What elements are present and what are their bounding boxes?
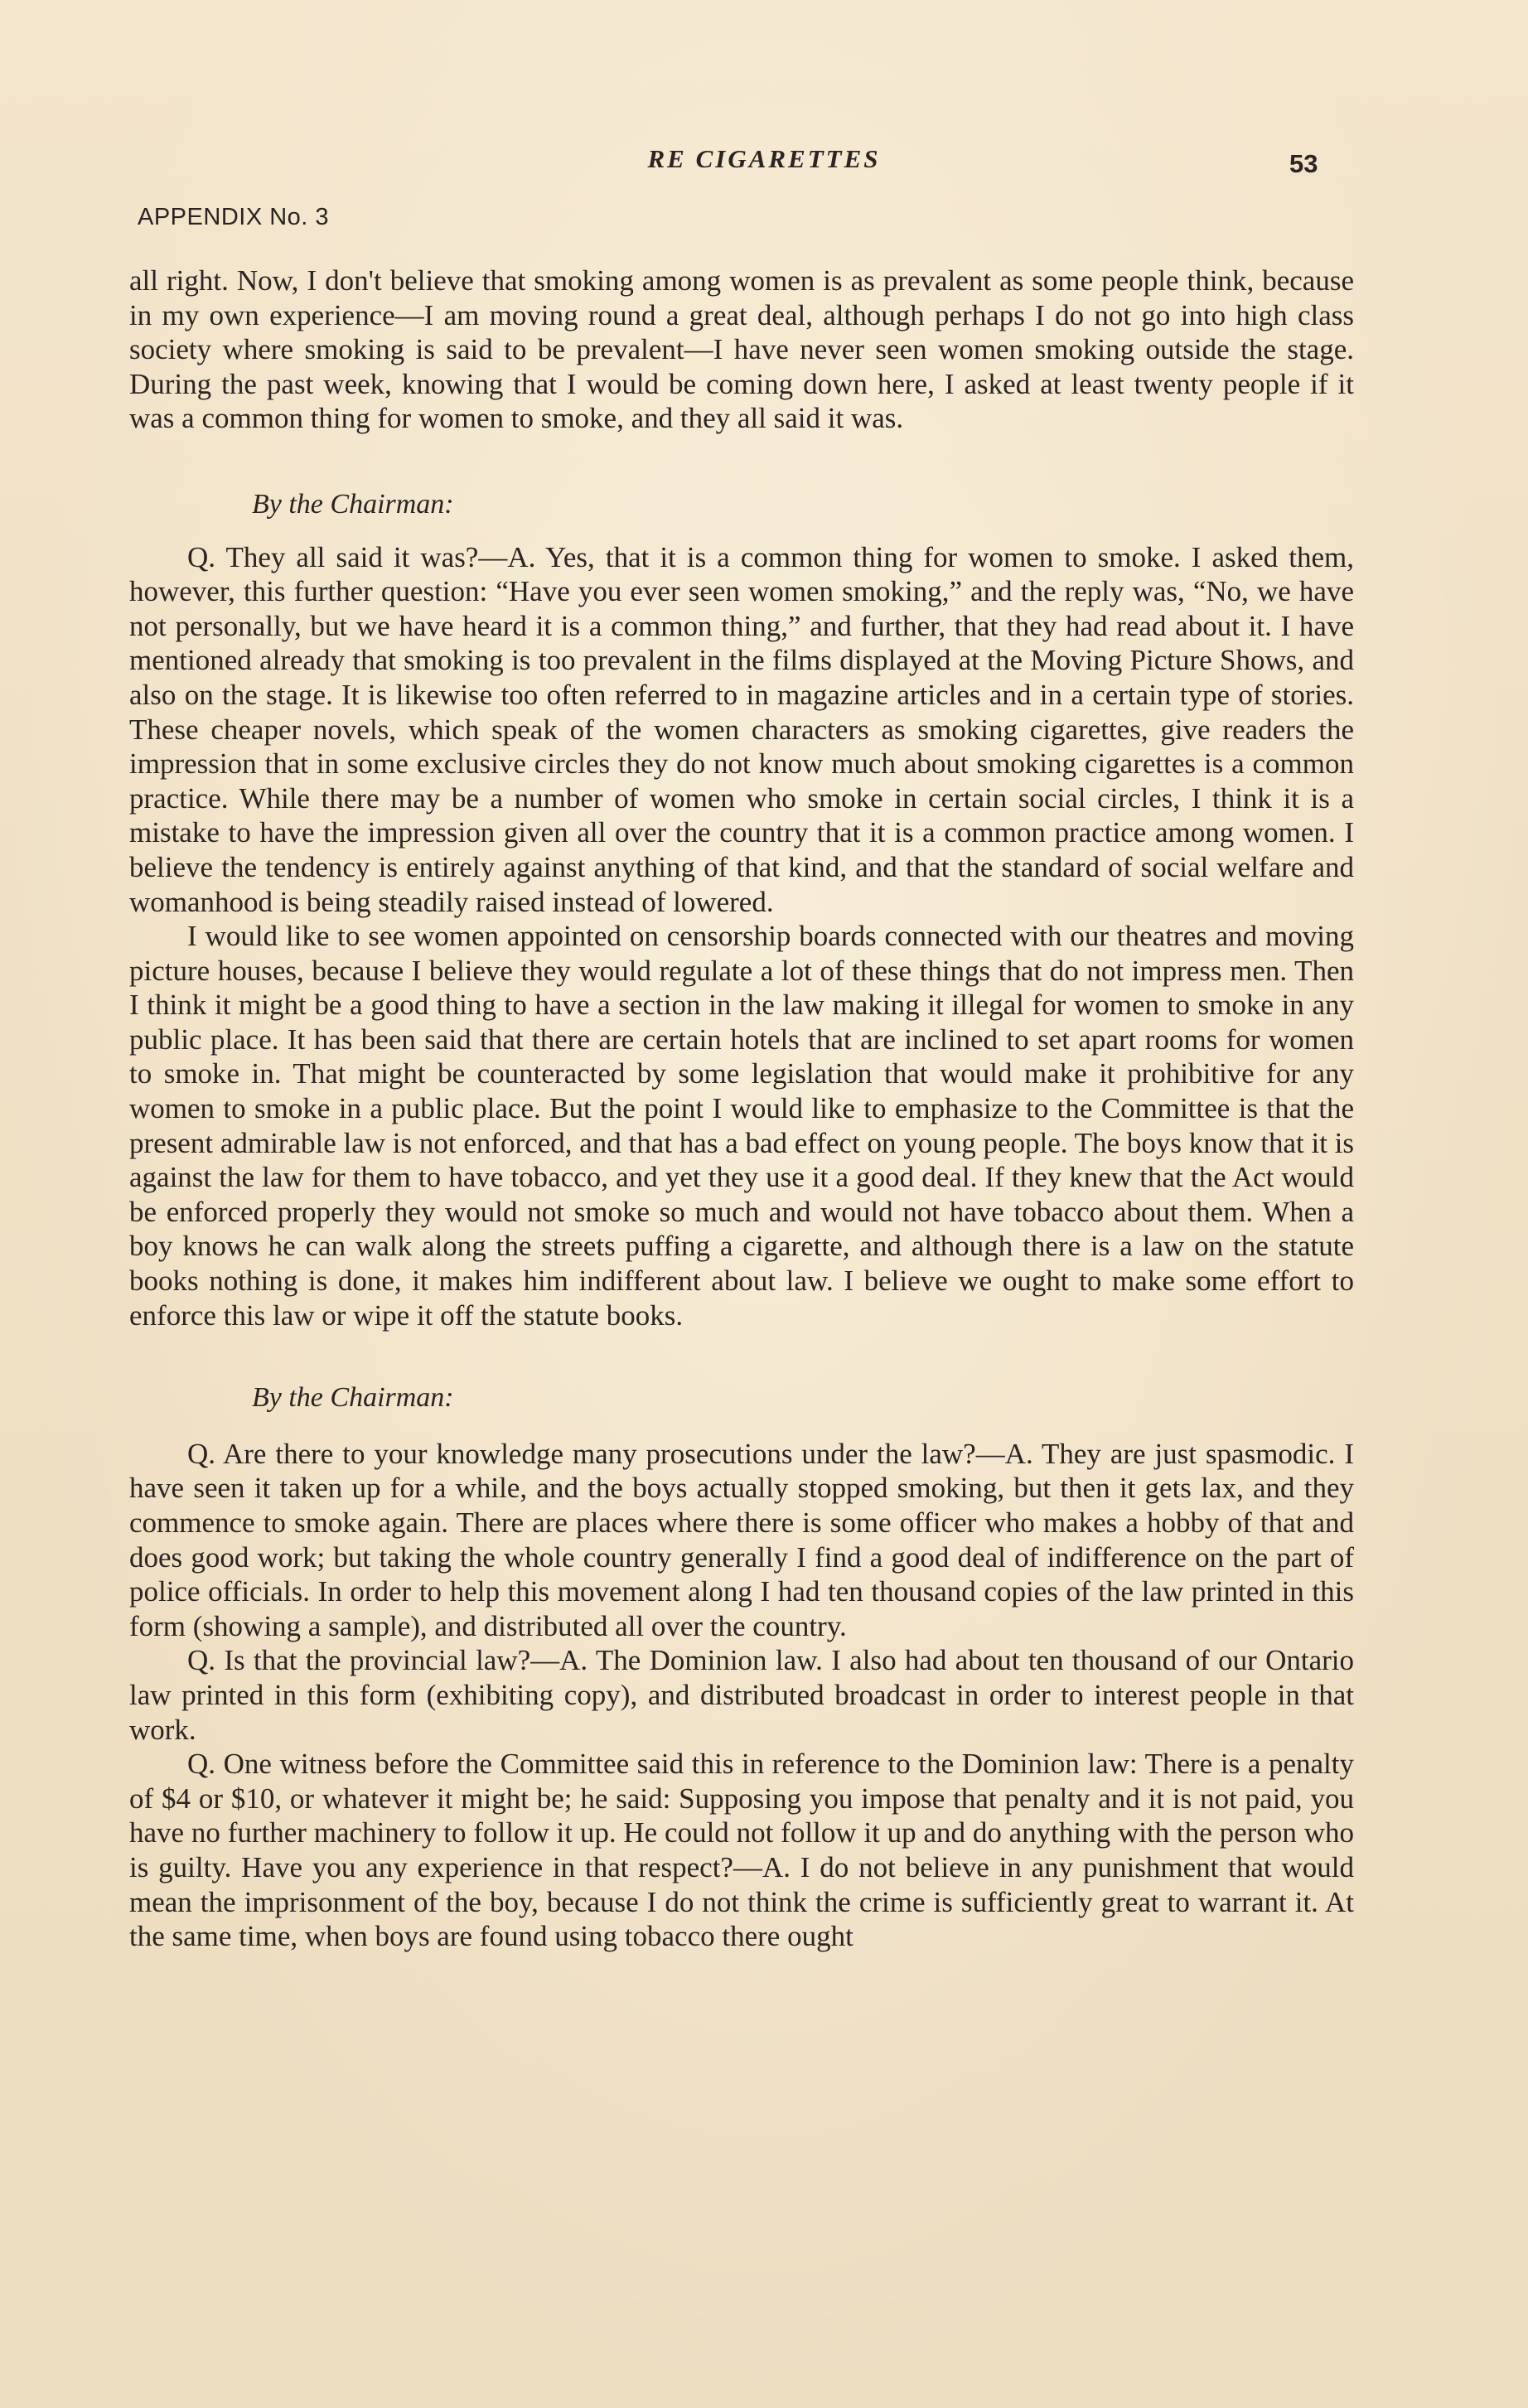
- paragraph-qa: Q. One witness before the Committee said this in reference to the Dominion law: There is a penalty of $4 or $10, or whatever it might be; he said: Supposing you impose that penalty and it is not paid, you have no further machinery to follow it up. He could not follow it up and do anything with the person who is guilty. Have you any experience in that respect?—A. I do not believe in any punishment that would mean the imprisonment of the boy, because I do not think the crime is sufficiently great to warrant it. At the same time, when boys are found using tobacco there ought: [129, 1748, 1354, 1953]
- paragraph-testimony: I would like to see women appointed on censorship boards connected with our theatres and moving picture houses, because I believe they would regulate a lot of these things that do not impress men. Then I think it might be a good thing to have a section in the law making it illegal for women to smoke in any public place. It has been said that there are certain hotels that are inclined to set apart rooms for women to smoke in. That might be counteracted by some legislation that would make it prohibitive for any women to smoke in a public place. But the point I would like to emphasize to the Committee is that the present admirable law is not enforced, and that has a bad effect on young people. The boys know that it is against the law for them to have tobacco, and yet they use it a good deal. If they knew that the Act would be enforced properly they would not smoke so much and would not have tobacco about them. When a boy knows he can walk along the streets puffing a cigarette, and although there is a law on the statute books nothing is done, it makes him indifferent about law. I believe we ought to make some effort to enforce this law or wipe it off the statute books.: [129, 920, 1355, 1332]
- paragraph-qa: Q. Is that the provincial law?—A. The Dominion law. I also had about ten thousand of our Ontario law printed in this form (exhibiting copy), and distributed broadcast in order to interest people in that work.: [129, 1644, 1354, 1746]
- running-title: RE CIGARETTES: [647, 144, 881, 173]
- paragraph-continuation: all right. Now, I don't believe that smoking among women is as prevalent as some people think, because in my own experience—I am moving round a great deal, although perhaps I do not go into high class society where smoking is said to be prevalent—I have never seen women smoking outside the stage. During the past week, knowing that I would be coming down here, I asked at least twenty people if it was a common thing for women to smoke, and they all said it was.: [129, 264, 1354, 435]
- paragraph-qa: Q. They all said it was?—A. Yes, that it is a common thing for women to smoke. I asked them, however, this further question: “Have you ever seen women smoking,” and the reply was, “No, we have not personally, but we have heard it is a common thing,” and further, that they had read about it. I have mentioned already that smoking is too prevalent in the films displayed at the Moving Picture Shows, and also on the stage. It is likewise too often referred to in magazine articles and in a certain type of stories. These cheaper novels, which speak of the women characters as smoking cigarettes, give readers the impression that in some exclusive circles they do not know much about smoking cigarettes is a common practice. While there may be a number of women who smoke in certain social circles, I think it is a mistake to have the impression given all over the country that it is a common practice among women. I believe the tendency is entirely against anything of that kind, and that the standard of social welfare and womanhood is being steadily raised instead of lowered.: [129, 540, 1354, 918]
- speaker-heading: By the Chairman:: [252, 1382, 454, 1414]
- paragraph-qa: Q. Are there to your knowledge many prosecutions under the law?—A. They are just spasmodic. I have seen it taken up for a while, and the boys actually stopped smoking, but then it gets lax, and they commence to smoke again. There are places where there is some officer who makes a hobby of that and does good work; but taking the whole country generally I find a good deal of indifference on the part of police officials. In order to help this movement along I had ten thousand copies of the law printed in this form (showing a sample), and distributed all over the country.: [129, 1437, 1354, 1642]
- body-text: [129, 264, 1354, 1954]
- appendix-label: APPENDIX No. 3: [138, 204, 330, 230]
- page-number: 53: [1289, 149, 1318, 178]
- speaker-heading: By the Chairman:: [252, 488, 454, 520]
